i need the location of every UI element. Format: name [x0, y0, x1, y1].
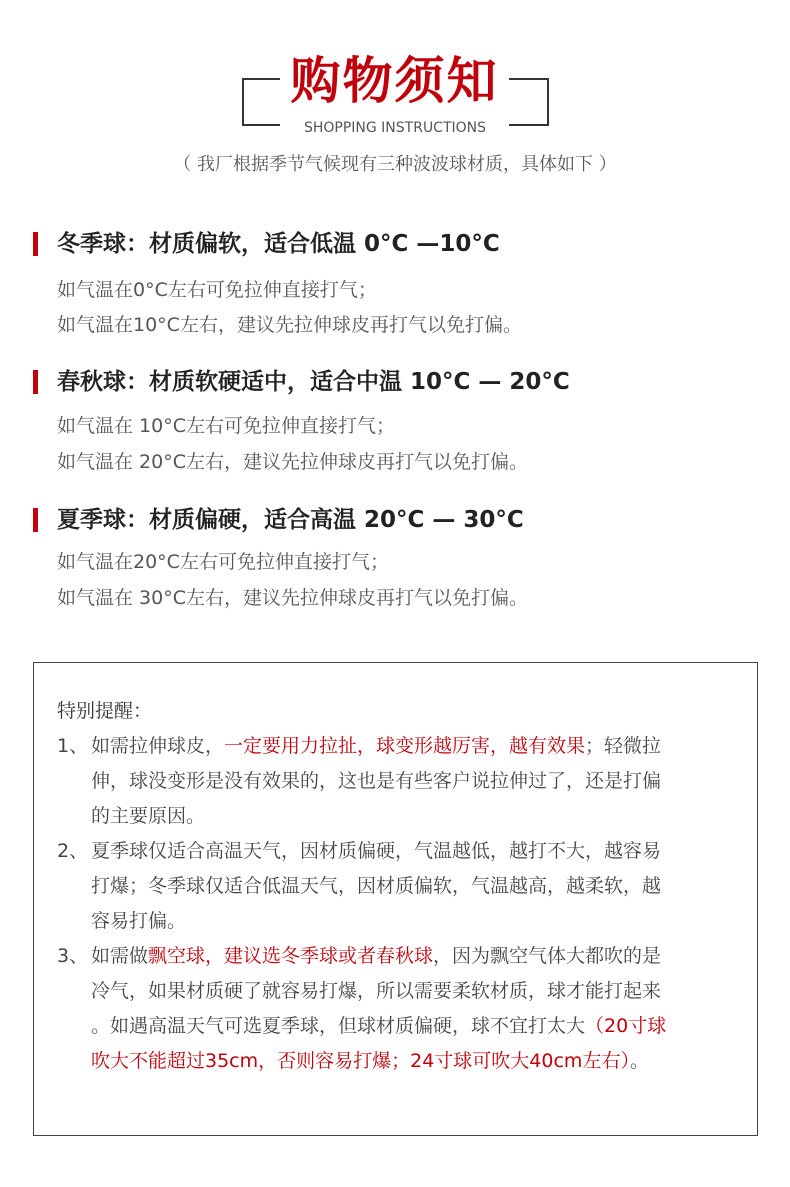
item-line: 夏季球仅适合高温天气，因材质偏硬，气温越低，越打不大，越容易	[91, 840, 662, 862]
item-number: 1、	[57, 735, 89, 757]
section-line: 如气温在20°C左右可免拉伸直接打气；	[57, 551, 389, 573]
section-winter-ball	[33, 226, 753, 346]
text-run: ，因为飘空气体大都吹的是	[433, 945, 662, 967]
item-line	[91, 1044, 737, 1079]
item-line: 打爆；冬季球仅适合低温天气，因材质偏软，气温越高，越柔软，越	[91, 875, 662, 897]
text-run: 如需做	[91, 945, 149, 967]
highlight-text: 一定要用力拉扯，球变形越厉害，越有效果	[224, 735, 586, 757]
section-marker	[33, 508, 38, 532]
item-line: 冷气，如果材质硬了就容易打爆，所以需要柔软材质，球才能打起来	[91, 980, 662, 1002]
item-line	[91, 729, 737, 764]
section-line: 如气温在10°C左右，建议先拉伸球皮再打气以免打偏。	[57, 314, 522, 336]
page-header	[0, 0, 790, 200]
highlight-text: （20寸球	[585, 1015, 667, 1037]
item-number: 3、	[57, 945, 89, 967]
notice-title: 特别提醒：	[57, 700, 153, 722]
item-line	[91, 1009, 737, 1044]
section-line: 如气温在 30°C左右，建议先拉伸球皮再打气以免打偏。	[57, 587, 528, 609]
title-frame-left	[242, 78, 280, 126]
highlight-text: 飘空球，建议选冬季球或者春秋球	[148, 945, 434, 967]
section-title: 冬季球：材质偏软，适合低温 0°C —10°C	[57, 231, 500, 257]
special-notice-box	[33, 662, 758, 1136]
item-line: 容易打偏。	[91, 910, 187, 932]
page-title: 购物须知	[280, 50, 509, 112]
item-line: 的主要原因。	[91, 805, 206, 827]
intro-text: （ 我厂根据季节气候现有三种波波球材质，具体如下 ）	[173, 154, 617, 175]
title-frame-right	[509, 78, 549, 126]
section-spring-autumn-ball	[33, 364, 753, 484]
section-marker	[33, 232, 38, 256]
highlight-text: 吹大不能超过35cm，否则容易打爆；24寸球可吹大40cm左右）	[91, 1050, 630, 1072]
text-run: 如需拉伸球皮，	[91, 735, 225, 757]
section-title: 夏季球：材质偏硬，适合高温 20°C — 30°C	[57, 507, 524, 533]
section-summer-ball	[33, 502, 753, 622]
text-run: 。如遇高温天气可选夏季球，但球材质偏硬，球不宜打太大	[91, 1015, 586, 1037]
section-title: 春秋球：材质软硬适中，适合中温 10°C — 20°C	[57, 369, 570, 395]
section-line: 如气温在 20°C左右，建议先拉伸球皮再打气以免打偏。	[57, 451, 528, 473]
section-marker	[33, 370, 38, 394]
text-run: 。	[629, 1050, 649, 1072]
section-line: 如气温在 10°C左右可免拉伸直接打气；	[57, 415, 395, 437]
item-number: 2、	[57, 840, 89, 862]
text-run: ；轻微拉	[585, 735, 662, 757]
page-subtitle: SHOPPING INSTRUCTIONS	[284, 118, 506, 138]
section-line: 如气温在0°C左右可免拉伸直接打气；	[57, 279, 377, 301]
item-line	[91, 939, 737, 974]
item-line: 伸，球没变形是没有效果的，这也是有些客户说拉伸过了，还是打偏	[91, 770, 662, 792]
